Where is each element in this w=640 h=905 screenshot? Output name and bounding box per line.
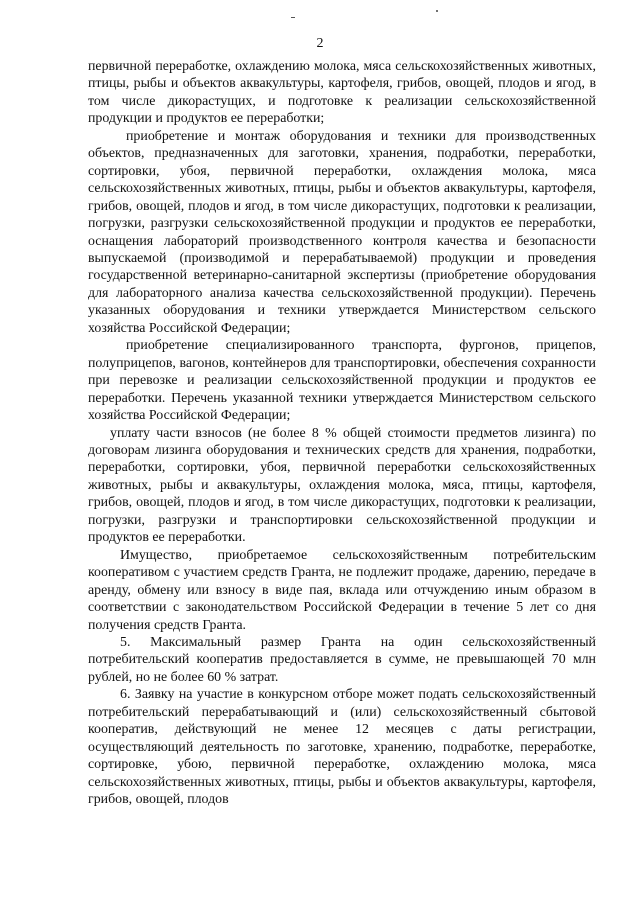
paragraph-item-5: 5. Максимальный размер Гранта на один сельскохозяйственный потребительский кооператив предоставляется в сумме, не превышающей 70 млн рублей, но не более 60 % затрат. [88, 634, 596, 685]
paragraph-continuation: первичной переработке, охлаждению молока, мяса сельскохозяйственных животных, птицы, рыбы и объектов аквакультуры, картофеля, грибов, овощей, плодов и ягод, в том числе дикорастущих, и подготовке к реализации сельскохозяйственной продукции и продуктов ее переработки; [88, 59, 596, 127]
paragraph-item-6: 6. Заявку на участие в конкурсном отборе может подать сельскохозяйственный потребительский перерабатывающий и (или) сельскохозяйственный сбытовой кооператив, действующий не менее 12 месяцев с даты регистрации, осуществляющий деятельность по заготовке, хранению, подработке, переработке, сортировке, убою, первичной переработке, охлаждению молока, мяса сельскохозяйственных животных, птицы, рыбы и объектов аквакультуры, картофеля, грибов, овощей, плодов [88, 687, 596, 808]
scan-mark [291, 17, 295, 18]
scan-mark [436, 10, 438, 12]
paragraph-equipment: приобретение и монтаж оборудования и техники для производственных объектов, предназначенных для заготовки, хранения, подработки, переработки, сортировки, убоя, первичной переработки, охлаждения молока, мяса сельскохозяйственных животных, птицы, рыбы и объектов аквакультуры, картофеля, грибов, овощей, плодов и ягод, в том числе дикорастущих, подготовки к реализации, погрузки, разгрузки сельскохозяйственной продукции и продуктов ее переработки, оснащения лабораторий производственного контроля качества и безопасности выпускаемой (производимой и перерабатываемой) продукции и проведения государственной ветеринарно-санитарной экспертизы (приобретение оборудования для лабораторного анализа качества сельскохозяйственной продукции). Перечень указанных оборудования и техники утверждается Министерством сельского хозяйства Российской Федерации; [88, 128, 596, 336]
paragraph-property: Имущество, приобретаемое сельскохозяйственным потребительским кооперативом с участием средств Гранта, не подлежит продаже, дарению, передаче в аренду, обмену или взносу в виде пая, вклада или отчуждению иным образом в соответствии с законодательством Российской Федерации в течение 5 лет со дня получения средств Гранта. [88, 547, 596, 633]
paragraph-transport: приобретение специализированного транспорта, фургонов, прицепов, полуприцепов, вагонов, контейнеров для транспортировки, обеспечения сохранности при перевозке и реализации сельскохозяйственной продукции и продуктов ее переработки. Перечень указанной техники утверждается Министерством сельского хозяйства Российской Федерации; [88, 338, 596, 424]
page-number: 2 [316, 36, 324, 51]
document-body [88, 58, 596, 808]
paragraph-leasing: уплату части взносов (не более 8 % общей стоимости предметов лизинга) по договорам лизинга оборудования и технических средств для хранения, подработки, переработки, сортировки, убоя, первичной переработки сельскохозяйственных животных, рыбы и аквакультуры, охлаждения молока, мяса, птицы, картофеля, грибов, овощей, плодов и ягод, в том числе дикорастущих, подготовки к реализации, погрузки, разгрузки и транспортировки сельскохозяйственной продукции и продуктов ее переработки. [88, 425, 596, 546]
